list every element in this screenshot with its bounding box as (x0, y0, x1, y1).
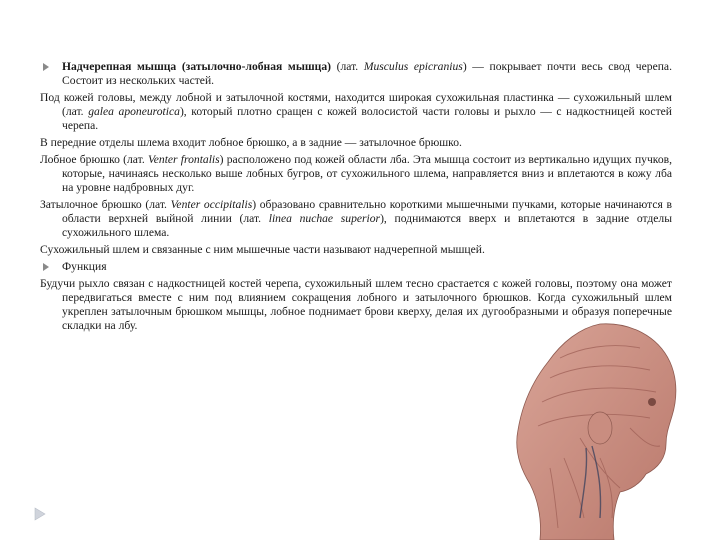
ear-shape (588, 412, 612, 444)
paragraph-galea (40, 91, 672, 133)
triangle-bullet-icon (43, 63, 49, 71)
text-span: Под кожей головы, между лобной и затылочной костями, находится широкая сухожильная пластинка — сухожильный шлем (лат. (40, 91, 672, 118)
latin-term: Musculus epicranius (363, 60, 463, 73)
text-span: ) расположено под кожей области лба. Эта мышца состоит из вертикально идущих пучков, которые, начинаясь несколько выше лобных бугров, от сухожильного шлема, направляется вниз и вплетаются в кожу лба на уровне надбровных дуг. (62, 153, 672, 194)
text-span: ), который плотно сращен с кожей волосистой части головы и рыхло — с надкостницей костей черепа. (62, 105, 672, 132)
paragraph-function-heading (40, 260, 672, 274)
text-span: ) — покрывает почти весь свод черепа. Состоит из нескольких частей. (62, 60, 672, 87)
head-muscles-illustration (480, 318, 680, 540)
text-span: Лобное брюшко (лат. (40, 153, 148, 166)
corner-arrow-icon[interactable] (34, 507, 46, 521)
paragraph-heading (40, 60, 672, 88)
text-span: Функция (62, 260, 107, 273)
paragraph-parts (40, 136, 672, 150)
latin-term: Venter occipitalis (170, 198, 253, 211)
text-span: В передние отделы шлема входит лобное брюшко, а в задние — затылочное брюшко. (40, 136, 462, 149)
latin-term: galea aponeurotica (88, 105, 180, 118)
paragraph-frontal (40, 153, 672, 195)
eye-shape (648, 398, 656, 406)
text-span: Затылочное брюшко (лат. (40, 198, 171, 211)
paragraph-occipital (40, 198, 672, 240)
muscle-title: Надчерепная мышца (затылочно-лобная мышца) (62, 60, 331, 73)
text-span: Сухожильный шлем и связанные с ним мышечные части называют надчерепной мышцей. (40, 243, 485, 256)
text-span: (лат. (331, 60, 364, 73)
triangle-bullet-icon (43, 263, 49, 271)
paragraph-summary (40, 243, 672, 257)
latin-term: linea nuchae superior (268, 212, 381, 225)
text-span: ), поднимаются вверх и вплетаются в задние отделы сухожильного шлема. (62, 212, 672, 239)
text-span: ) образовано сравнительно короткими мышечными пучками, которые начинаются в области верхней выйной линии (лат. (62, 198, 673, 225)
latin-term: Venter frontalis (147, 153, 220, 166)
slide-content (40, 60, 672, 336)
text-span: Будучи рыхло связан с надкостницей костей черепа, сухожильный шлем тесно срастается с кожей головы, поэтому она может передвигаться вместе с ним под влиянием сокращения лобного и затылочного брюшков. Когда сухожильный шлем укреплен затылочным брюшком мышцы, лобное поднимает брови кверху, делая их дугообразными и образуя поперечные складки на лбу. (40, 277, 672, 332)
